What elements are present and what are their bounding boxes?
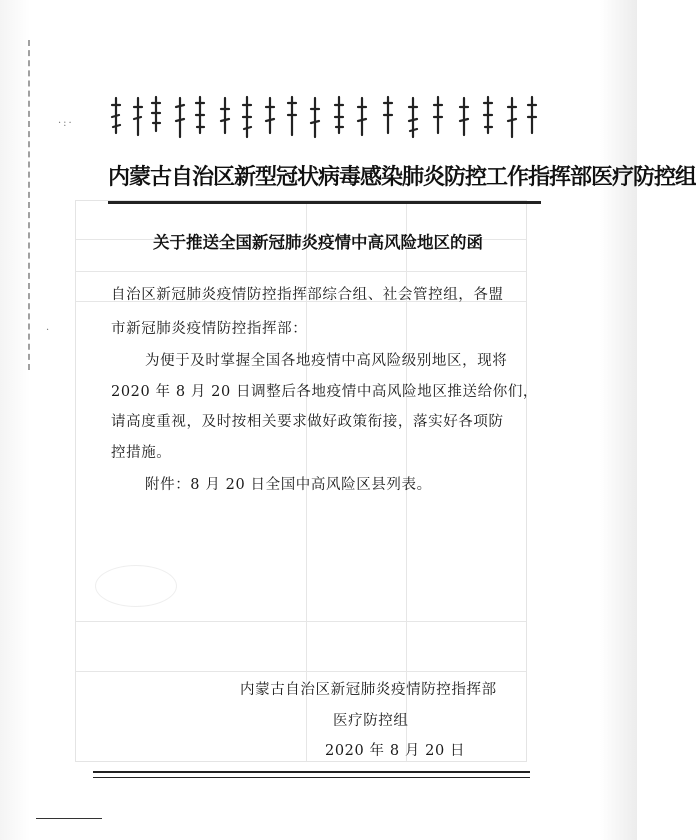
footer-divider-thin — [93, 777, 530, 778]
corner-mark — [36, 818, 102, 819]
body-line: 为便于及时掌握全国各地疫情中高风险级别地区，现将 — [145, 353, 508, 369]
signature-date: 2020 年 8 月 20 日 — [325, 743, 466, 759]
header-divider — [108, 201, 541, 204]
document-title: 关于推送全国新冠肺炎疫情中高风险地区的函 — [153, 233, 483, 252]
body-line: 市新冠肺炎疫情防控指挥部： — [111, 321, 308, 337]
show-through-stamp — [95, 565, 177, 607]
mongolian-script-title — [108, 93, 538, 143]
scan-speck: ·:· — [58, 118, 74, 129]
signature-group: 医疗防控组 — [333, 713, 409, 729]
attachment-line: 附件：8 月 20 日全国中高风险区县列表。 — [145, 477, 432, 493]
body-line: 控措施。 — [111, 445, 172, 461]
body-line: 请高度重视，及时按相关要求做好政策衔接，落实好各项防 — [111, 414, 504, 430]
org-title: 内蒙古自治区新型冠状病毒感染肺炎防控工作指挥部医疗防控组 — [108, 164, 696, 190]
body-line: 2020 年 8 月 20 日调整后各地疫情中高风险地区推送给你们， — [111, 384, 539, 400]
scan-edge-mark — [28, 40, 32, 370]
footer-divider — [93, 771, 530, 773]
signature-issuer: 内蒙古自治区新冠肺炎疫情防控指挥部 — [240, 682, 497, 698]
body-line: 自治区新冠肺炎疫情防控指挥部综合组、社会管控组，各盟 — [111, 287, 504, 303]
scan-speck: · — [46, 325, 52, 336]
